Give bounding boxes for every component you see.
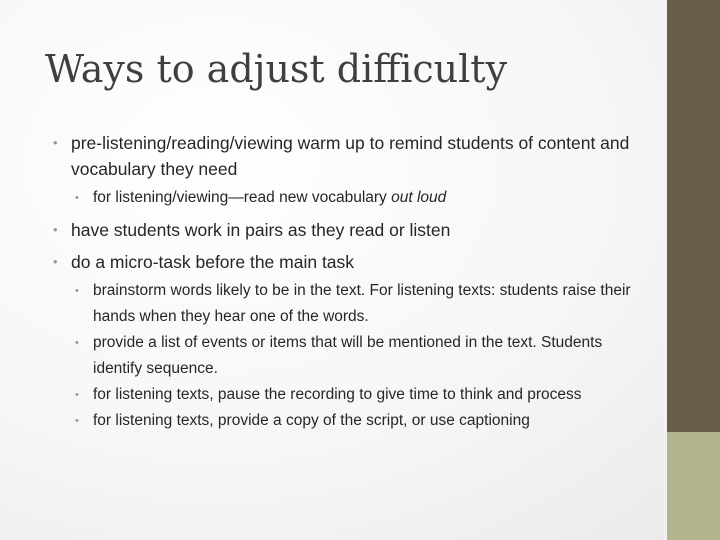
sub-bullet-list: [75, 278, 643, 434]
bullet-text: have students work in pairs as they read or listen: [71, 220, 451, 240]
bullet-icon: •: [53, 135, 58, 150]
sub-bullet-text: brainstorm words likely to be in the text. For listening texts: students raise their hands when they hear one of the words.: [93, 282, 631, 325]
sub-bullet-italic-text: out loud: [391, 189, 447, 206]
sub-bullet-icon: •: [75, 415, 79, 427]
slide-content: [53, 130, 643, 434]
sub-bullet-text: for listening texts, pause the recording to give time to think and process: [93, 386, 582, 403]
bullet-icon: •: [53, 222, 58, 237]
sub-bullet-text: provide a list of events or items that will be mentioned in the text. Students identify sequence.: [93, 334, 603, 377]
sub-bullet-list: [75, 185, 643, 211]
sidebar-accent-block: [667, 432, 720, 540]
bullet-item-warm-up: [53, 130, 643, 211]
sub-bullet-item-sequence: [75, 330, 643, 382]
slide-title: Ways to adjust difficulty: [45, 47, 508, 91]
sub-bullet-text: for listening texts, provide a copy of the script, or use captioning: [93, 412, 530, 429]
sub-bullet-icon: •: [75, 285, 79, 297]
bullet-icon: •: [53, 254, 58, 269]
sub-bullet-icon: •: [75, 389, 79, 401]
sub-bullet-item-brainstorm: [75, 278, 643, 330]
sub-bullet-item-pause: [75, 382, 643, 408]
sub-bullet-icon: •: [75, 337, 79, 349]
sub-bullet-icon: •: [75, 192, 79, 204]
bullet-list: [53, 130, 643, 434]
bullet-text: do a micro-task before the main task: [71, 252, 355, 272]
bullet-text: pre-listening/reading/viewing warm up to remind students of content and vocabulary they need: [71, 133, 630, 179]
sub-bullet-text: for listening/viewing—read new vocabulary: [93, 189, 392, 206]
sub-bullet-item-vocabulary: [75, 185, 643, 211]
sub-bullet-item-script: [75, 408, 643, 434]
bullet-item-pairs: [53, 217, 643, 243]
bullet-item-micro-task: [53, 249, 643, 434]
